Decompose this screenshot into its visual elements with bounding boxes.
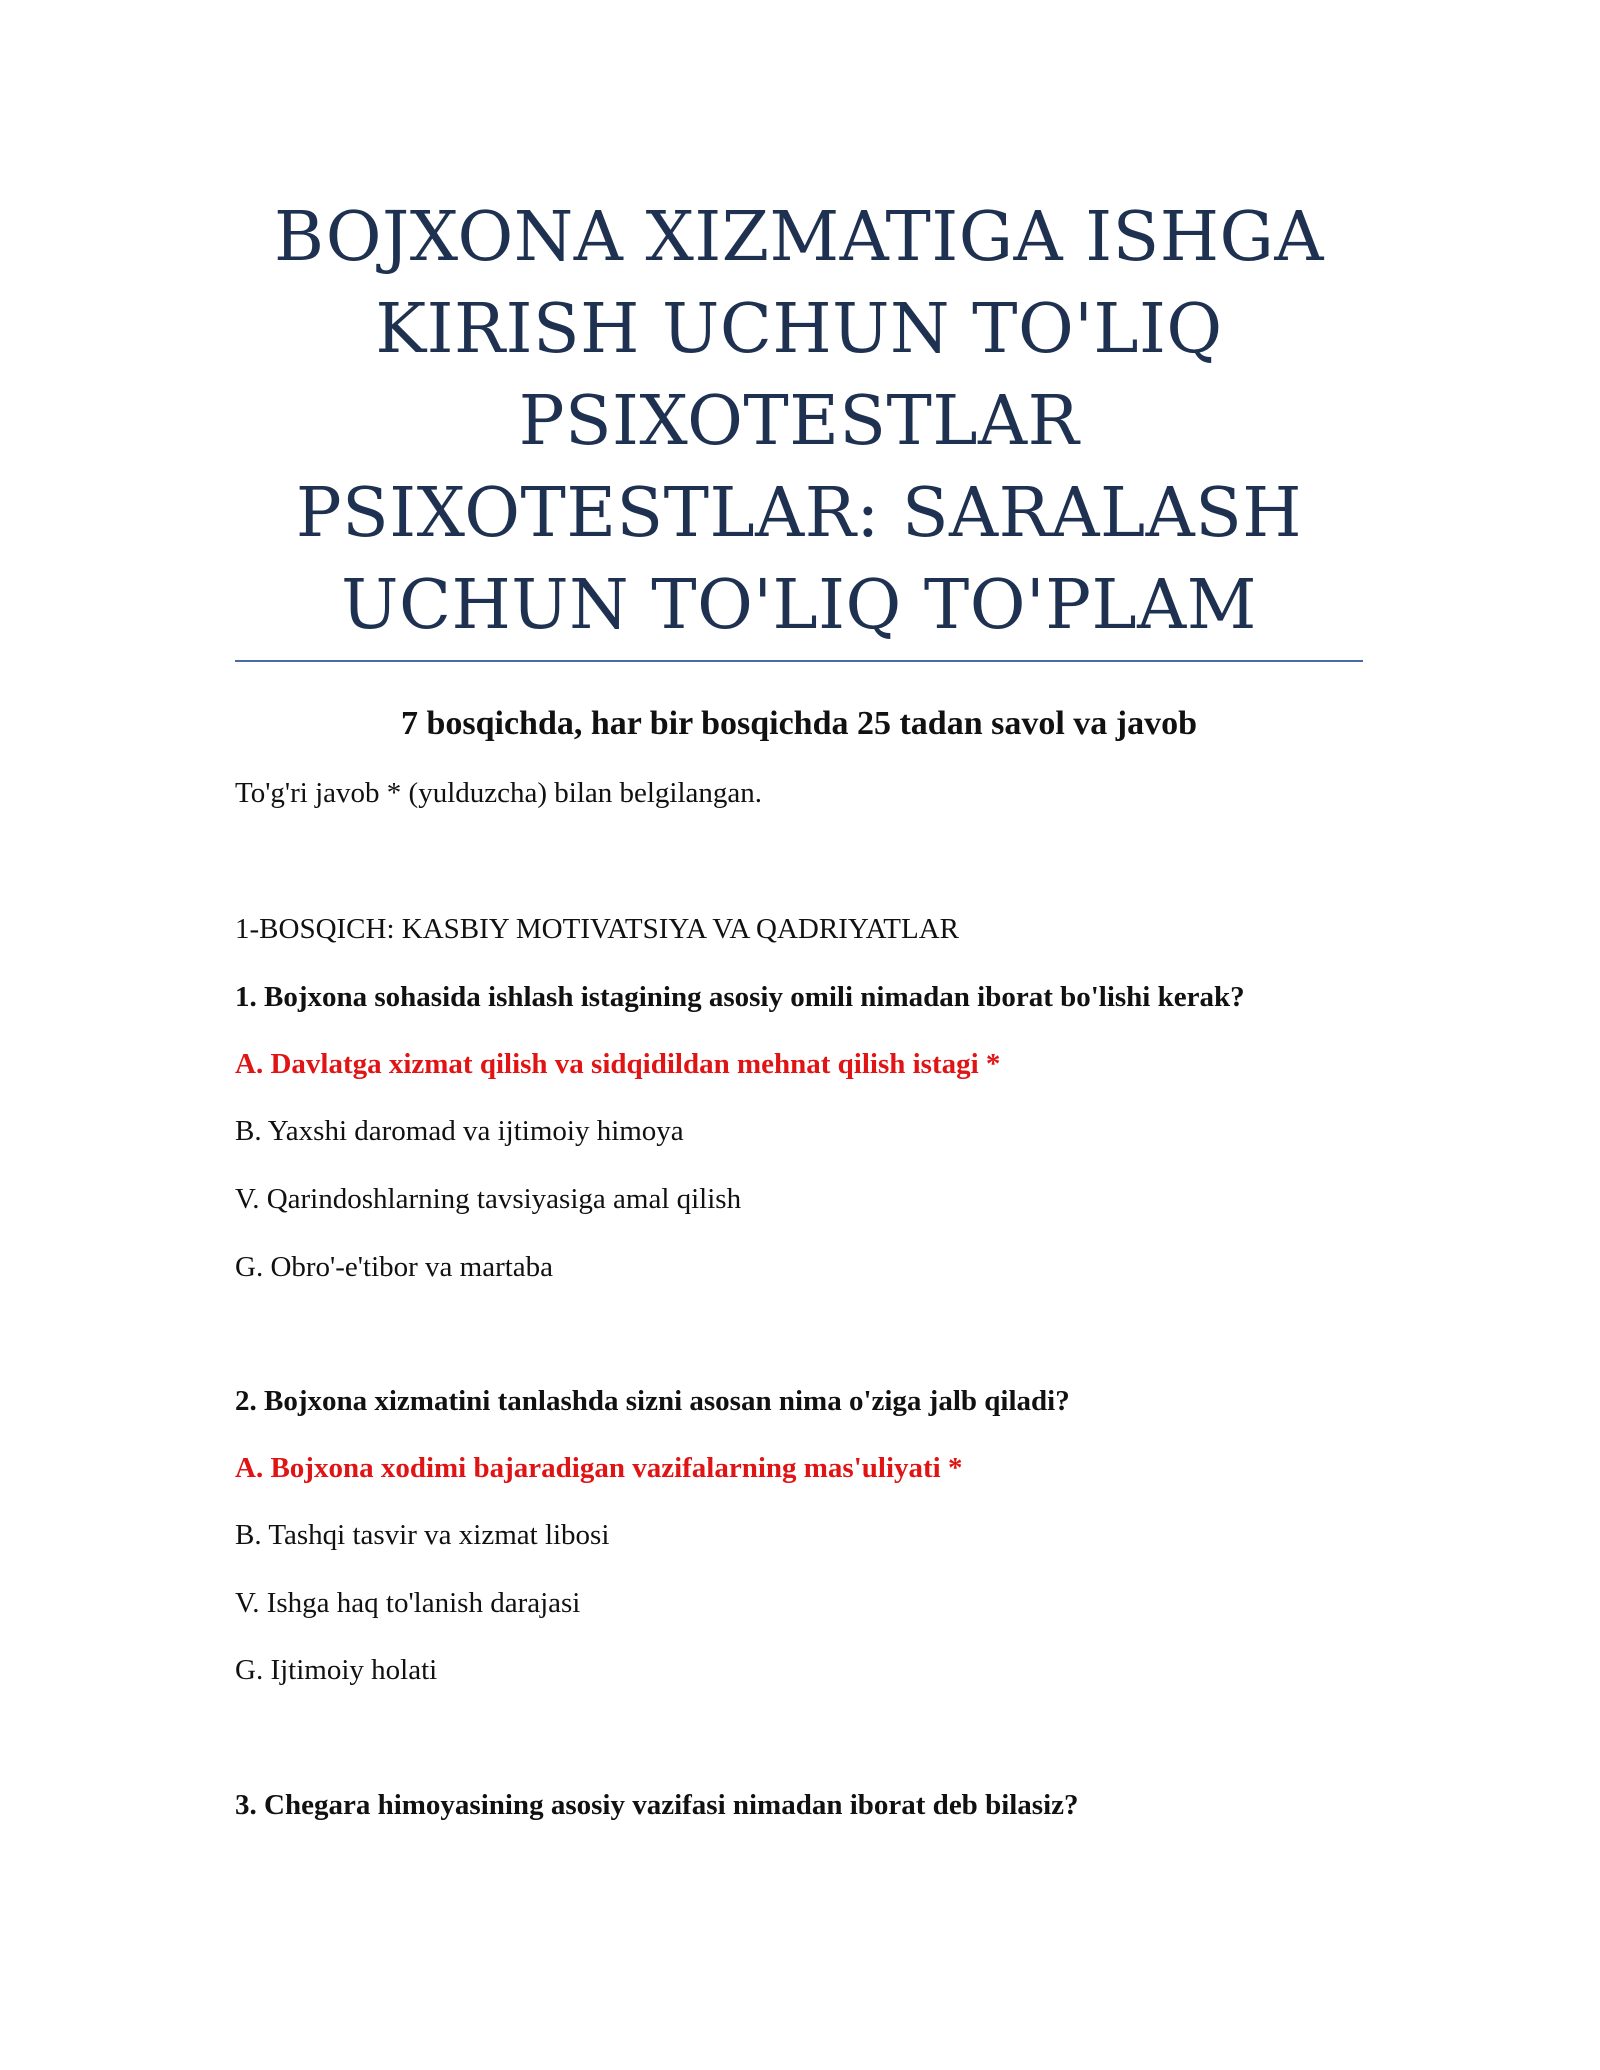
title-divider <box>235 660 1363 662</box>
title-line: PSIXOTESTLAR: SARALASH <box>295 474 1303 553</box>
question-3: 3. Chegara himoyasining asosiy vazifasi nimadan iborat deb bilasiz? <box>235 1789 1079 1821</box>
document-page <box>235 0 1363 2070</box>
title-line: KIRISH UCHUN TO'LIQ <box>375 290 1223 369</box>
title-line: BOJXONA XIZMATIGA ISHGA <box>274 198 1324 277</box>
answer-key-note: To'g'ri javob * (yulduzcha) bilan belgilangan. <box>235 777 763 809</box>
question-2-option-b: B. Tashqi tasvir va xizmat libosi <box>235 1519 610 1551</box>
question-1: 1. Bojxona sohasida ishlash istagining asosiy omili nimadan iborat bo'lishi kerak? <box>235 981 1245 1013</box>
question-2-option-a-correct: A. Bojxona xodimi bajaradigan vazifalarning mas'uliyati * <box>235 1452 963 1484</box>
title-line: UCHUN TO'LIQ TO'PLAM <box>341 566 1257 645</box>
title-line: PSIXOTESTLAR <box>518 382 1080 461</box>
section-heading: 1-BOSQICH: KASBIY MOTIVATSIYA VA QADRIYATLAR <box>235 913 960 945</box>
question-2-option-g: G. Ijtimoiy holati <box>235 1654 438 1686</box>
document-subtitle: 7 bosqichda, har bir bosqichda 25 tadan savol va javob <box>400 705 1198 742</box>
question-1-option-b: B. Yaxshi daromad va ijtimoiy himoya <box>235 1115 684 1147</box>
question-1-option-g: G. Obro'-e'tibor va martaba <box>235 1251 554 1283</box>
question-2: 2. Bojxona xizmatini tanlashda sizni asosan nima o'ziga jalb qiladi? <box>235 1385 1070 1417</box>
question-2-option-v: V. Ishga haq to'lanish darajasi <box>235 1587 581 1619</box>
question-1-option-v: V. Qarindoshlarning tavsiyasiga amal qilish <box>235 1183 742 1215</box>
question-1-option-a-correct: A. Davlatga xizmat qilish va sidqidildan mehnat qilish istagi * <box>235 1048 1001 1080</box>
document-title <box>235 192 1363 652</box>
